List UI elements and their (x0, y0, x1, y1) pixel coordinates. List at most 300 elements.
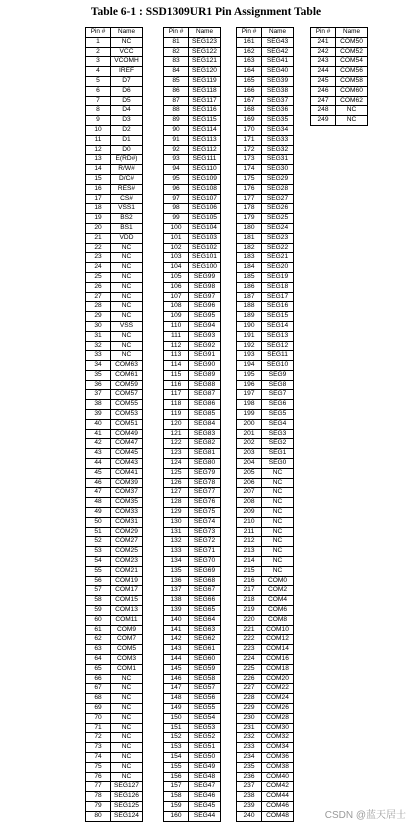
pin-name-cell: SEG62 (189, 635, 221, 645)
pin-name-cell: COM60 (336, 86, 368, 96)
table-row (86, 772, 143, 782)
pin-name-cell: SEG13 (262, 331, 294, 341)
pin-number-cell: 195 (237, 370, 262, 380)
table-row (237, 223, 294, 233)
pin-number-cell: 125 (164, 468, 189, 478)
pin-number-cell: 201 (237, 429, 262, 439)
pin-name-cell: SEG113 (189, 135, 221, 145)
table-row (86, 380, 143, 390)
table-row (86, 713, 143, 723)
table-row (86, 557, 143, 567)
pin-name-cell: NC (262, 498, 294, 508)
table-row (237, 517, 294, 527)
table-row (311, 106, 368, 116)
pin-number-cell: 9 (86, 116, 111, 126)
pin-number-cell: 60 (86, 615, 111, 625)
table-row (86, 370, 143, 380)
pin-number-cell: 131 (164, 527, 189, 537)
pin-name-cell: SEG101 (189, 253, 221, 263)
table-row (86, 655, 143, 665)
table-row (164, 57, 221, 67)
pin-name-cell: SEG77 (189, 488, 221, 498)
pin-name-cell: D3 (111, 116, 143, 126)
table-row (237, 752, 294, 762)
pin-name-cell: COM16 (262, 655, 294, 665)
pin-name-cell: SEG94 (189, 321, 221, 331)
pin-name-cell: SEG46 (189, 792, 221, 802)
pin-name-cell: COM46 (262, 801, 294, 811)
table-row (164, 586, 221, 596)
pin-number-cell: 151 (164, 723, 189, 733)
pin-name-cell: COM25 (111, 547, 143, 557)
pin-name-cell: SEG56 (189, 694, 221, 704)
pin-name-cell: SEG100 (189, 263, 221, 273)
table-row (164, 459, 221, 469)
pin-name-cell: VDD (111, 233, 143, 243)
pin-name-cell: SEG102 (189, 243, 221, 253)
header-name: Name (262, 28, 294, 38)
table-row (86, 743, 143, 753)
pin-name-cell: SEG15 (262, 312, 294, 322)
pin-number-cell: 24 (86, 263, 111, 273)
pin-number-cell: 197 (237, 390, 262, 400)
pin-name-cell: SEG112 (189, 145, 221, 155)
table-row (86, 517, 143, 527)
pin-name-cell: NC (111, 263, 143, 273)
table-row (86, 478, 143, 488)
pin-number-cell: 150 (164, 713, 189, 723)
table-row (237, 439, 294, 449)
pin-name-cell: SEG96 (189, 302, 221, 312)
table-row (164, 272, 221, 282)
pin-number-cell: 202 (237, 439, 262, 449)
pin-name-cell: NC (111, 341, 143, 351)
pin-number-cell: 91 (164, 135, 189, 145)
pin-number-cell: 212 (237, 537, 262, 547)
pin-number-cell: 40 (86, 419, 111, 429)
pin-name-cell: SEG119 (189, 76, 221, 86)
pin-number-cell: 228 (237, 694, 262, 704)
pin-name-cell: NC (111, 694, 143, 704)
pin-name-cell: COM26 (262, 703, 294, 713)
pin-name-cell: SEG16 (262, 302, 294, 312)
table-row (164, 772, 221, 782)
pin-number-cell: 27 (86, 292, 111, 302)
pin-number-cell: 38 (86, 400, 111, 410)
pin-number-cell: 207 (237, 488, 262, 498)
pin-name-cell: SEG47 (189, 782, 221, 792)
pin-name-cell: SEG23 (262, 233, 294, 243)
pin-number-cell: 53 (86, 547, 111, 557)
pin-number-cell: 25 (86, 272, 111, 282)
pin-number-cell: 82 (164, 47, 189, 57)
pin-name-cell: SEG17 (262, 292, 294, 302)
pin-name-cell: SEG93 (189, 331, 221, 341)
pin-number-cell: 169 (237, 116, 262, 126)
table-row (237, 302, 294, 312)
table-row (86, 312, 143, 322)
pin-name-cell: COM34 (262, 743, 294, 753)
pin-name-cell: SEG68 (189, 576, 221, 586)
table-row (164, 743, 221, 753)
pin-name-cell: COM41 (111, 468, 143, 478)
table-row (86, 449, 143, 459)
pin-name-cell: SEG27 (262, 194, 294, 204)
table-row (237, 47, 294, 57)
pin-number-cell: 239 (237, 801, 262, 811)
pin-name-cell: NC (262, 488, 294, 498)
pin-number-cell: 86 (164, 86, 189, 96)
table-row (311, 96, 368, 106)
table-row (164, 116, 221, 126)
table-row (164, 37, 221, 47)
pin-number-cell: 139 (164, 606, 189, 616)
pin-name-cell: SEG72 (189, 537, 221, 547)
pin-number-cell: 70 (86, 713, 111, 723)
pin-number-cell: 65 (86, 664, 111, 674)
table-row (237, 145, 294, 155)
pin-name-cell: COM18 (262, 664, 294, 674)
pin-number-cell: 42 (86, 439, 111, 449)
header-pin: Pin # (311, 28, 336, 38)
pin-name-cell: D0 (111, 145, 143, 155)
pin-number-cell: 183 (237, 253, 262, 263)
pin-name-cell: SEG73 (189, 527, 221, 537)
pin-number-cell: 141 (164, 625, 189, 635)
pin-number-cell: 178 (237, 204, 262, 214)
pin-name-cell: SEG95 (189, 312, 221, 322)
table-row (86, 47, 143, 57)
pin-name-cell: COM57 (111, 390, 143, 400)
table-row (164, 233, 221, 243)
pin-name-cell: SEG115 (189, 116, 221, 126)
pin-name-cell: D6 (111, 86, 143, 96)
pin-number-cell: 64 (86, 655, 111, 665)
pin-name-cell: COM36 (262, 752, 294, 762)
table-row (164, 321, 221, 331)
pin-number-cell: 55 (86, 566, 111, 576)
pin-name-cell: SEG53 (189, 723, 221, 733)
pin-number-cell: 105 (164, 272, 189, 282)
pin-number-cell: 4 (86, 67, 111, 77)
table-row (164, 312, 221, 322)
table-row (237, 615, 294, 625)
pin-name-cell: SEG70 (189, 557, 221, 567)
pin-name-cell: SEG24 (262, 223, 294, 233)
pin-name-cell: SEG98 (189, 282, 221, 292)
pin-name-cell: COM33 (111, 508, 143, 518)
pin-number-cell: 118 (164, 400, 189, 410)
table-row (86, 508, 143, 518)
pin-number-cell: 1 (86, 37, 111, 47)
pin-name-cell: COM45 (111, 449, 143, 459)
table-row (86, 586, 143, 596)
pin-name-cell: COM4 (262, 596, 294, 606)
table-row (237, 125, 294, 135)
pin-name-cell: SEG42 (262, 47, 294, 57)
pin-name-cell: COM14 (262, 645, 294, 655)
pin-name-cell: SEG104 (189, 223, 221, 233)
pin-number-cell: 17 (86, 194, 111, 204)
table-row (164, 302, 221, 312)
table-row (86, 537, 143, 547)
table-row (237, 321, 294, 331)
table-row (164, 263, 221, 273)
pin-number-cell: 37 (86, 390, 111, 400)
table-row (86, 341, 143, 351)
pin-name-cell: SEG74 (189, 517, 221, 527)
header-pin: Pin # (164, 28, 189, 38)
table-row (86, 419, 143, 429)
pin-number-cell: 230 (237, 713, 262, 723)
pin-name-cell: COM12 (262, 635, 294, 645)
table-row (237, 155, 294, 165)
pin-name-cell: SEG49 (189, 762, 221, 772)
pin-number-cell: 206 (237, 478, 262, 488)
pin-number-cell: 227 (237, 684, 262, 694)
pin-number-cell: 43 (86, 449, 111, 459)
table-row (237, 625, 294, 635)
pin-number-cell: 73 (86, 743, 111, 753)
pin-number-cell: 222 (237, 635, 262, 645)
pin-number-cell: 12 (86, 145, 111, 155)
pin-number-cell: 7 (86, 96, 111, 106)
pin-number-cell: 108 (164, 302, 189, 312)
pin-number-cell: 181 (237, 233, 262, 243)
pin-number-cell: 226 (237, 674, 262, 684)
table-row (164, 86, 221, 96)
pin-name-cell: NC (262, 537, 294, 547)
table-row (164, 76, 221, 86)
table-row (86, 488, 143, 498)
pin-number-cell: 45 (86, 468, 111, 478)
table-row (86, 674, 143, 684)
pin-number-cell: 128 (164, 498, 189, 508)
pin-number-cell: 57 (86, 586, 111, 596)
pin-number-cell: 173 (237, 155, 262, 165)
pin-number-cell: 238 (237, 792, 262, 802)
pin-number-cell: 29 (86, 312, 111, 322)
pin-number-cell: 193 (237, 351, 262, 361)
pin-name-cell: COM6 (262, 606, 294, 616)
table-row (86, 459, 143, 469)
pin-name-cell: SEG67 (189, 586, 221, 596)
pin-name-cell: SEG108 (189, 184, 221, 194)
table-row (86, 703, 143, 713)
pin-name-cell: NC (111, 703, 143, 713)
table-row (237, 76, 294, 86)
table-row (237, 361, 294, 371)
pin-name-cell: SEG1 (262, 449, 294, 459)
pin-name-cell: NC (111, 752, 143, 762)
pin-number-cell: 205 (237, 468, 262, 478)
pin-number-cell: 2 (86, 47, 111, 57)
pin-number-cell: 106 (164, 282, 189, 292)
table-row (164, 752, 221, 762)
pin-name-cell: COM55 (111, 400, 143, 410)
pin-name-cell: SEG79 (189, 468, 221, 478)
pin-number-cell: 41 (86, 429, 111, 439)
pin-name-cell: SEG4 (262, 419, 294, 429)
table-row (237, 86, 294, 96)
pin-number-cell: 84 (164, 67, 189, 77)
pin-number-cell: 138 (164, 596, 189, 606)
table-row (164, 547, 221, 557)
watermark-text: CSDN @蓝天居士 (324, 810, 406, 821)
table-row (86, 468, 143, 478)
pin-name-cell: SEG85 (189, 410, 221, 420)
table-row (86, 429, 143, 439)
pin-name-cell: SEG69 (189, 566, 221, 576)
pin-table-column-3 (236, 27, 294, 822)
table-row (237, 655, 294, 665)
table-row (237, 204, 294, 214)
pin-number-cell: 188 (237, 302, 262, 312)
pin-name-cell: COM20 (262, 674, 294, 684)
pin-name-cell: SEG110 (189, 165, 221, 175)
table-row (311, 47, 368, 57)
pin-name-cell: COM9 (111, 625, 143, 635)
pin-name-cell: SEG50 (189, 752, 221, 762)
pin-number-cell: 31 (86, 331, 111, 341)
table-row (237, 508, 294, 518)
pin-name-cell: NC (262, 547, 294, 557)
pin-number-cell: 157 (164, 782, 189, 792)
pin-number-cell: 71 (86, 723, 111, 733)
table-row (86, 811, 143, 821)
pin-name-cell: COM51 (111, 419, 143, 429)
pin-number-cell: 44 (86, 459, 111, 469)
pin-name-cell: NC (111, 772, 143, 782)
table-row (164, 664, 221, 674)
table-row (86, 204, 143, 214)
table-row (86, 135, 143, 145)
pin-name-cell: SEG122 (189, 47, 221, 57)
pin-name-cell: SEG91 (189, 351, 221, 361)
table-row (164, 694, 221, 704)
table-row (237, 341, 294, 351)
table-row (237, 811, 294, 821)
pin-name-cell: COM22 (262, 684, 294, 694)
pin-number-cell: 166 (237, 86, 262, 96)
pin-number-cell: 32 (86, 341, 111, 351)
table-row (237, 566, 294, 576)
pin-name-cell: NC (262, 478, 294, 488)
pin-number-cell: 223 (237, 645, 262, 655)
pin-name-cell: COM19 (111, 576, 143, 586)
table-row (86, 331, 143, 341)
pin-number-cell: 147 (164, 684, 189, 694)
table-row (164, 410, 221, 420)
pin-number-cell: 8 (86, 106, 111, 116)
pin-name-cell: SEG19 (262, 272, 294, 282)
table-row (86, 635, 143, 645)
table-row (237, 419, 294, 429)
pin-name-cell: COM59 (111, 380, 143, 390)
pin-number-cell: 215 (237, 566, 262, 576)
pin-number-cell: 87 (164, 96, 189, 106)
pin-number-cell: 170 (237, 125, 262, 135)
pin-name-cell: SEG76 (189, 498, 221, 508)
table-row (237, 674, 294, 684)
pin-name-cell: SEG90 (189, 361, 221, 371)
pin-name-cell: COM44 (262, 792, 294, 802)
table-row (86, 194, 143, 204)
pin-name-cell: NC (111, 253, 143, 263)
table-row (237, 782, 294, 792)
table-row (164, 331, 221, 341)
table-row (164, 723, 221, 733)
table-row (237, 468, 294, 478)
table-row (237, 576, 294, 586)
pin-number-cell: 39 (86, 410, 111, 420)
table-row (164, 439, 221, 449)
table-row (86, 106, 143, 116)
table-row (164, 145, 221, 155)
pin-name-cell: D5 (111, 96, 143, 106)
pin-number-cell: 165 (237, 76, 262, 86)
pin-name-cell: COM53 (111, 410, 143, 420)
pin-name-cell: COM11 (111, 615, 143, 625)
table-row (164, 811, 221, 821)
pin-name-cell: SEG26 (262, 204, 294, 214)
pin-number-cell: 127 (164, 488, 189, 498)
pin-name-cell: D/C# (111, 174, 143, 184)
table-row (237, 243, 294, 253)
table-row (164, 645, 221, 655)
pin-table-column-1 (85, 27, 143, 822)
pin-number-cell: 155 (164, 762, 189, 772)
table-row (86, 410, 143, 420)
table-row (86, 184, 143, 194)
pin-number-cell: 123 (164, 449, 189, 459)
table-row (164, 468, 221, 478)
header-row (86, 28, 143, 38)
pin-number-cell: 49 (86, 508, 111, 518)
table-row (237, 703, 294, 713)
pin-number-cell: 81 (164, 37, 189, 47)
pin-name-cell: SEG8 (262, 380, 294, 390)
pin-name-cell: NC (111, 674, 143, 684)
table-row (86, 694, 143, 704)
pin-number-cell: 210 (237, 517, 262, 527)
pin-number-cell: 194 (237, 361, 262, 371)
pin-name-cell: SEG87 (189, 390, 221, 400)
pin-name-cell: COM32 (262, 733, 294, 743)
pin-name-cell: NC (262, 557, 294, 567)
table-row (164, 498, 221, 508)
pin-number-cell: 143 (164, 645, 189, 655)
table-row (86, 645, 143, 655)
pin-name-cell: SEG99 (189, 272, 221, 282)
pin-number-cell: 77 (86, 782, 111, 792)
pin-number-cell: 217 (237, 586, 262, 596)
table-row (86, 67, 143, 77)
pin-number-cell: 16 (86, 184, 111, 194)
pin-number-cell: 213 (237, 547, 262, 557)
table-row (164, 214, 221, 224)
table-row (311, 76, 368, 86)
table-row (86, 174, 143, 184)
table-row (86, 664, 143, 674)
pin-number-cell: 189 (237, 312, 262, 322)
pin-number-cell: 231 (237, 723, 262, 733)
pin-number-cell: 107 (164, 292, 189, 302)
table-row (311, 57, 368, 67)
pin-name-cell: SEG41 (262, 57, 294, 67)
table-row (86, 439, 143, 449)
pin-number-cell: 133 (164, 547, 189, 557)
